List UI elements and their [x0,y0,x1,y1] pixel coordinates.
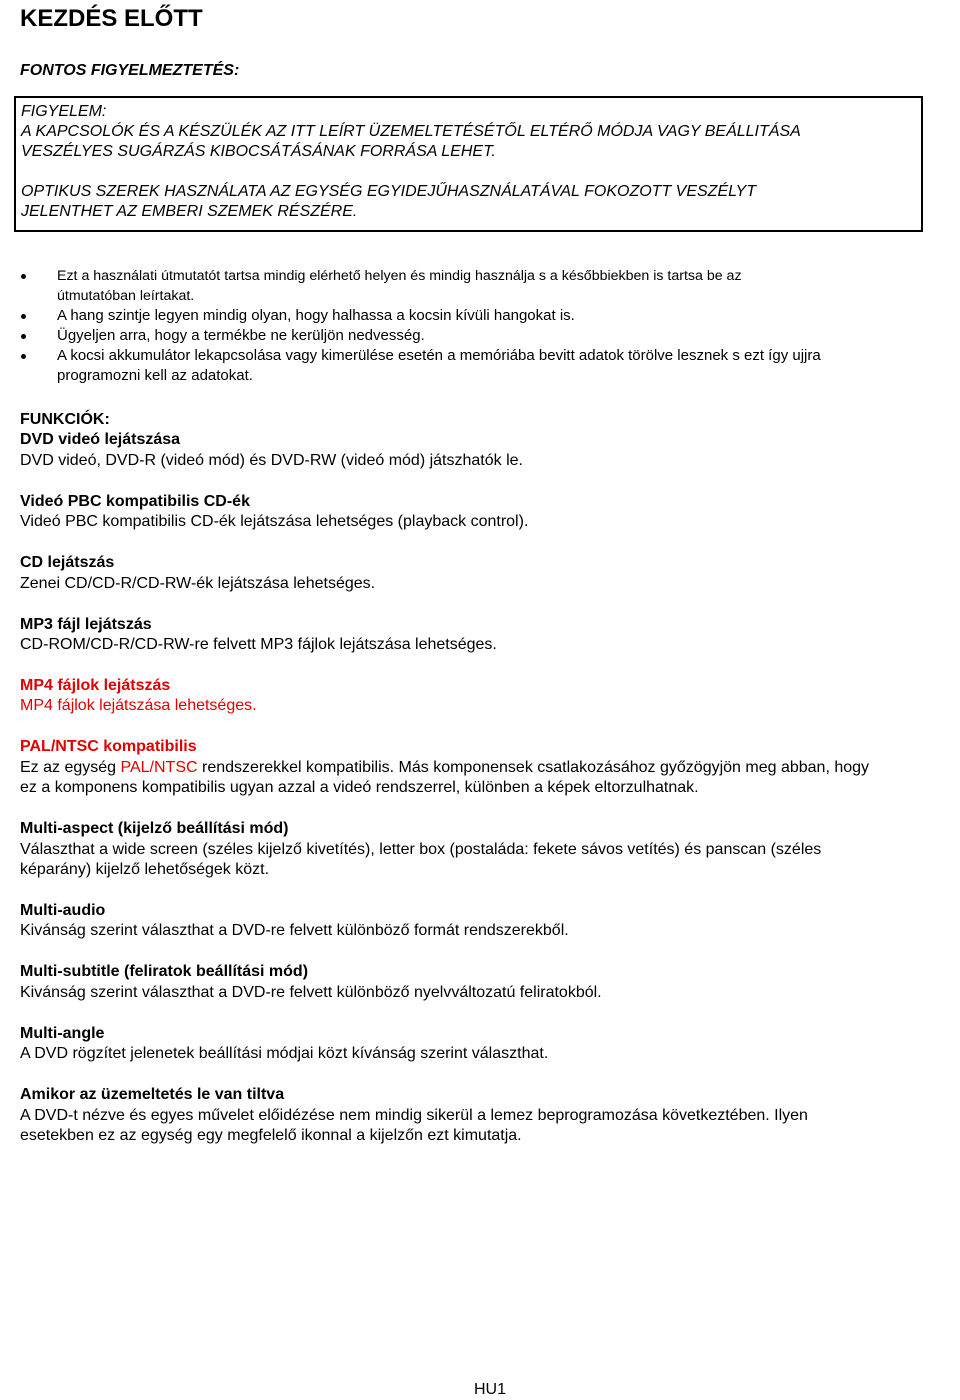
function-text: Zenei CD/CD-R/CD-RW-ék lejátszása lehetséges. [20,574,376,592]
function-text: A DVD rögzítet jelenetek beállítási módjai közt kívánság szerint választhat. [20,1045,549,1063]
spacer [21,162,921,182]
function-text: MP4 fájlok lejátszása lehetséges. [20,697,257,715]
function-text: Választhat a wide screen (széles kijelző kivetítés), letter box (postaláda: fekete sávos vetítés) és panscan (széles [20,840,822,858]
function-text: Kivánság szerint választhat a DVD-re felvett különböző nyelvváltozatú feliratokból. [20,983,602,1001]
function-text: ez a komponens kompatibilis ugyan azzal a videó rendszerrel, különben a képek eltorzulhatnak. [20,779,699,797]
function-multi-angle [20,1024,960,1065]
list-item-text: A kocsi akkumulátor lekapcsolása vagy kimerülése esetén a memóriába bevitt adatok törölve lesznek s ezt így ujjra [57,347,821,364]
list-item [20,306,960,326]
function-title: MP4 fájlok lejátszás [20,677,171,695]
function-title: Multi-audio [20,902,106,920]
bullet-icon [21,314,26,319]
warning-line: OPTIKUS SZEREK HASZNÁLATA AZ EGYSÉG EGYIDEJŰHASZNÁLATÁVAL FOKOZOTT VESZÉLYT [21,183,756,200]
bullet-icon [21,274,26,279]
list-item-text: programozni kell az adatokat. [57,367,253,384]
function-multi-subtitle [20,962,960,1003]
function-text: DVD videó, DVD-R (videó mód) és DVD-RW (videó mód) játszhatók le. [20,451,523,469]
function-title: Amikor az üzemeltetés le van tiltva [20,1086,285,1104]
function-pal-ntsc [20,737,960,798]
function-cd [20,553,960,594]
function-mp4 [20,676,960,717]
function-text: A DVD-t nézve és egyes művelet előidézése nem mindig sikerül a lemez beprogramozása következtében. Ilyen [20,1106,808,1124]
function-title: PAL/NTSC kompatibilis [20,738,197,756]
functions-heading: FUNKCIÓK: [20,411,110,428]
function-title: Multi-subtitle (feliratok beállítási mód) [20,963,309,981]
list-item [20,326,960,346]
warning-line: A KAPCSOLÓK ÉS A KÉSZÜLÉK AZ ITT LEÍRT ÜZEMELTETÉSÉTŐL ELTÉRŐ MÓDJA VAGY BEÁLLITÁSA [21,123,801,140]
function-text: CD-ROM/CD-R/CD-RW-re felvett MP3 fájlok lejátszása lehetséges. [20,636,497,654]
warning-line: FIGYELEM: [21,103,107,120]
function-title: MP3 fájl lejátszás [20,615,152,633]
list-item-text: útmutatóban leírtakat. [57,288,195,304]
pal-ntsc-highlight: PAL/NTSC [120,758,198,776]
list-item [20,346,960,386]
warning-box [14,96,923,232]
function-text-part: rendszerekkel kompatibilis. Más komponensek csatlakozásához győzögyjön meg abban, hogy [197,758,870,776]
function-pbc [20,492,960,533]
function-title: Videó PBC kompatibilis CD-ék [20,492,250,510]
list-item-text: A hang szintje legyen mindig olyan, hogy halhassa a kocsin kívüli hangokat is. [57,307,575,324]
function-mp3 [20,615,960,656]
function-title: CD lejátszás [20,554,115,572]
function-text-part: Ez az egység [20,758,121,776]
function-text: képarány) kijelző lehetőségek közt. [20,861,270,879]
notice-list [20,266,960,386]
warning-subtitle: FONTOS FIGYELMEZTETÉS: [20,62,240,79]
function-multi-aspect [20,819,960,880]
function-dvd [20,410,960,471]
function-disabled-operation [20,1085,960,1146]
list-item [20,266,960,306]
warning-line: VESZÉLYES SUGÁRZÁS KIBOCSÁTÁSÁNAK FORRÁSA LEHET. [21,143,496,160]
function-multi-audio [20,901,960,942]
function-text: Kivánság szerint választhat a DVD-re felvett különböző formát rendszerekből. [20,922,569,940]
bullet-icon [21,334,26,339]
function-text: esetekben ez az egység egy megfelelő ikonnal a kijelzőn ezt kimutatja. [20,1127,522,1145]
warning-line: JELENTHET AZ EMBERI SZEMEK RÉSZÉRE. [21,203,358,220]
list-item-text: Ezt a használati útmutatót tartsa mindig elérhető helyen és mindig használja s a későbbiekben is tartsa be az [57,268,742,284]
list-item-text: Ügyeljen arra, hogy a termékbe ne kerüljön nedvesség. [57,327,425,344]
function-title: Multi-aspect (kijelző beállítási mód) [20,820,289,838]
function-text: Videó PBC kompatibilis CD-ék lejátszása lehetséges (playback control). [20,513,529,531]
function-text [20,758,960,778]
functions-section [20,410,960,1167]
page-title: KEZDÉS ELŐTT [20,5,203,32]
bullet-icon [21,354,26,359]
function-title: DVD videó lejátszása [20,431,181,449]
page-number: HU1 [474,1381,507,1398]
function-title: Multi-angle [20,1024,105,1042]
